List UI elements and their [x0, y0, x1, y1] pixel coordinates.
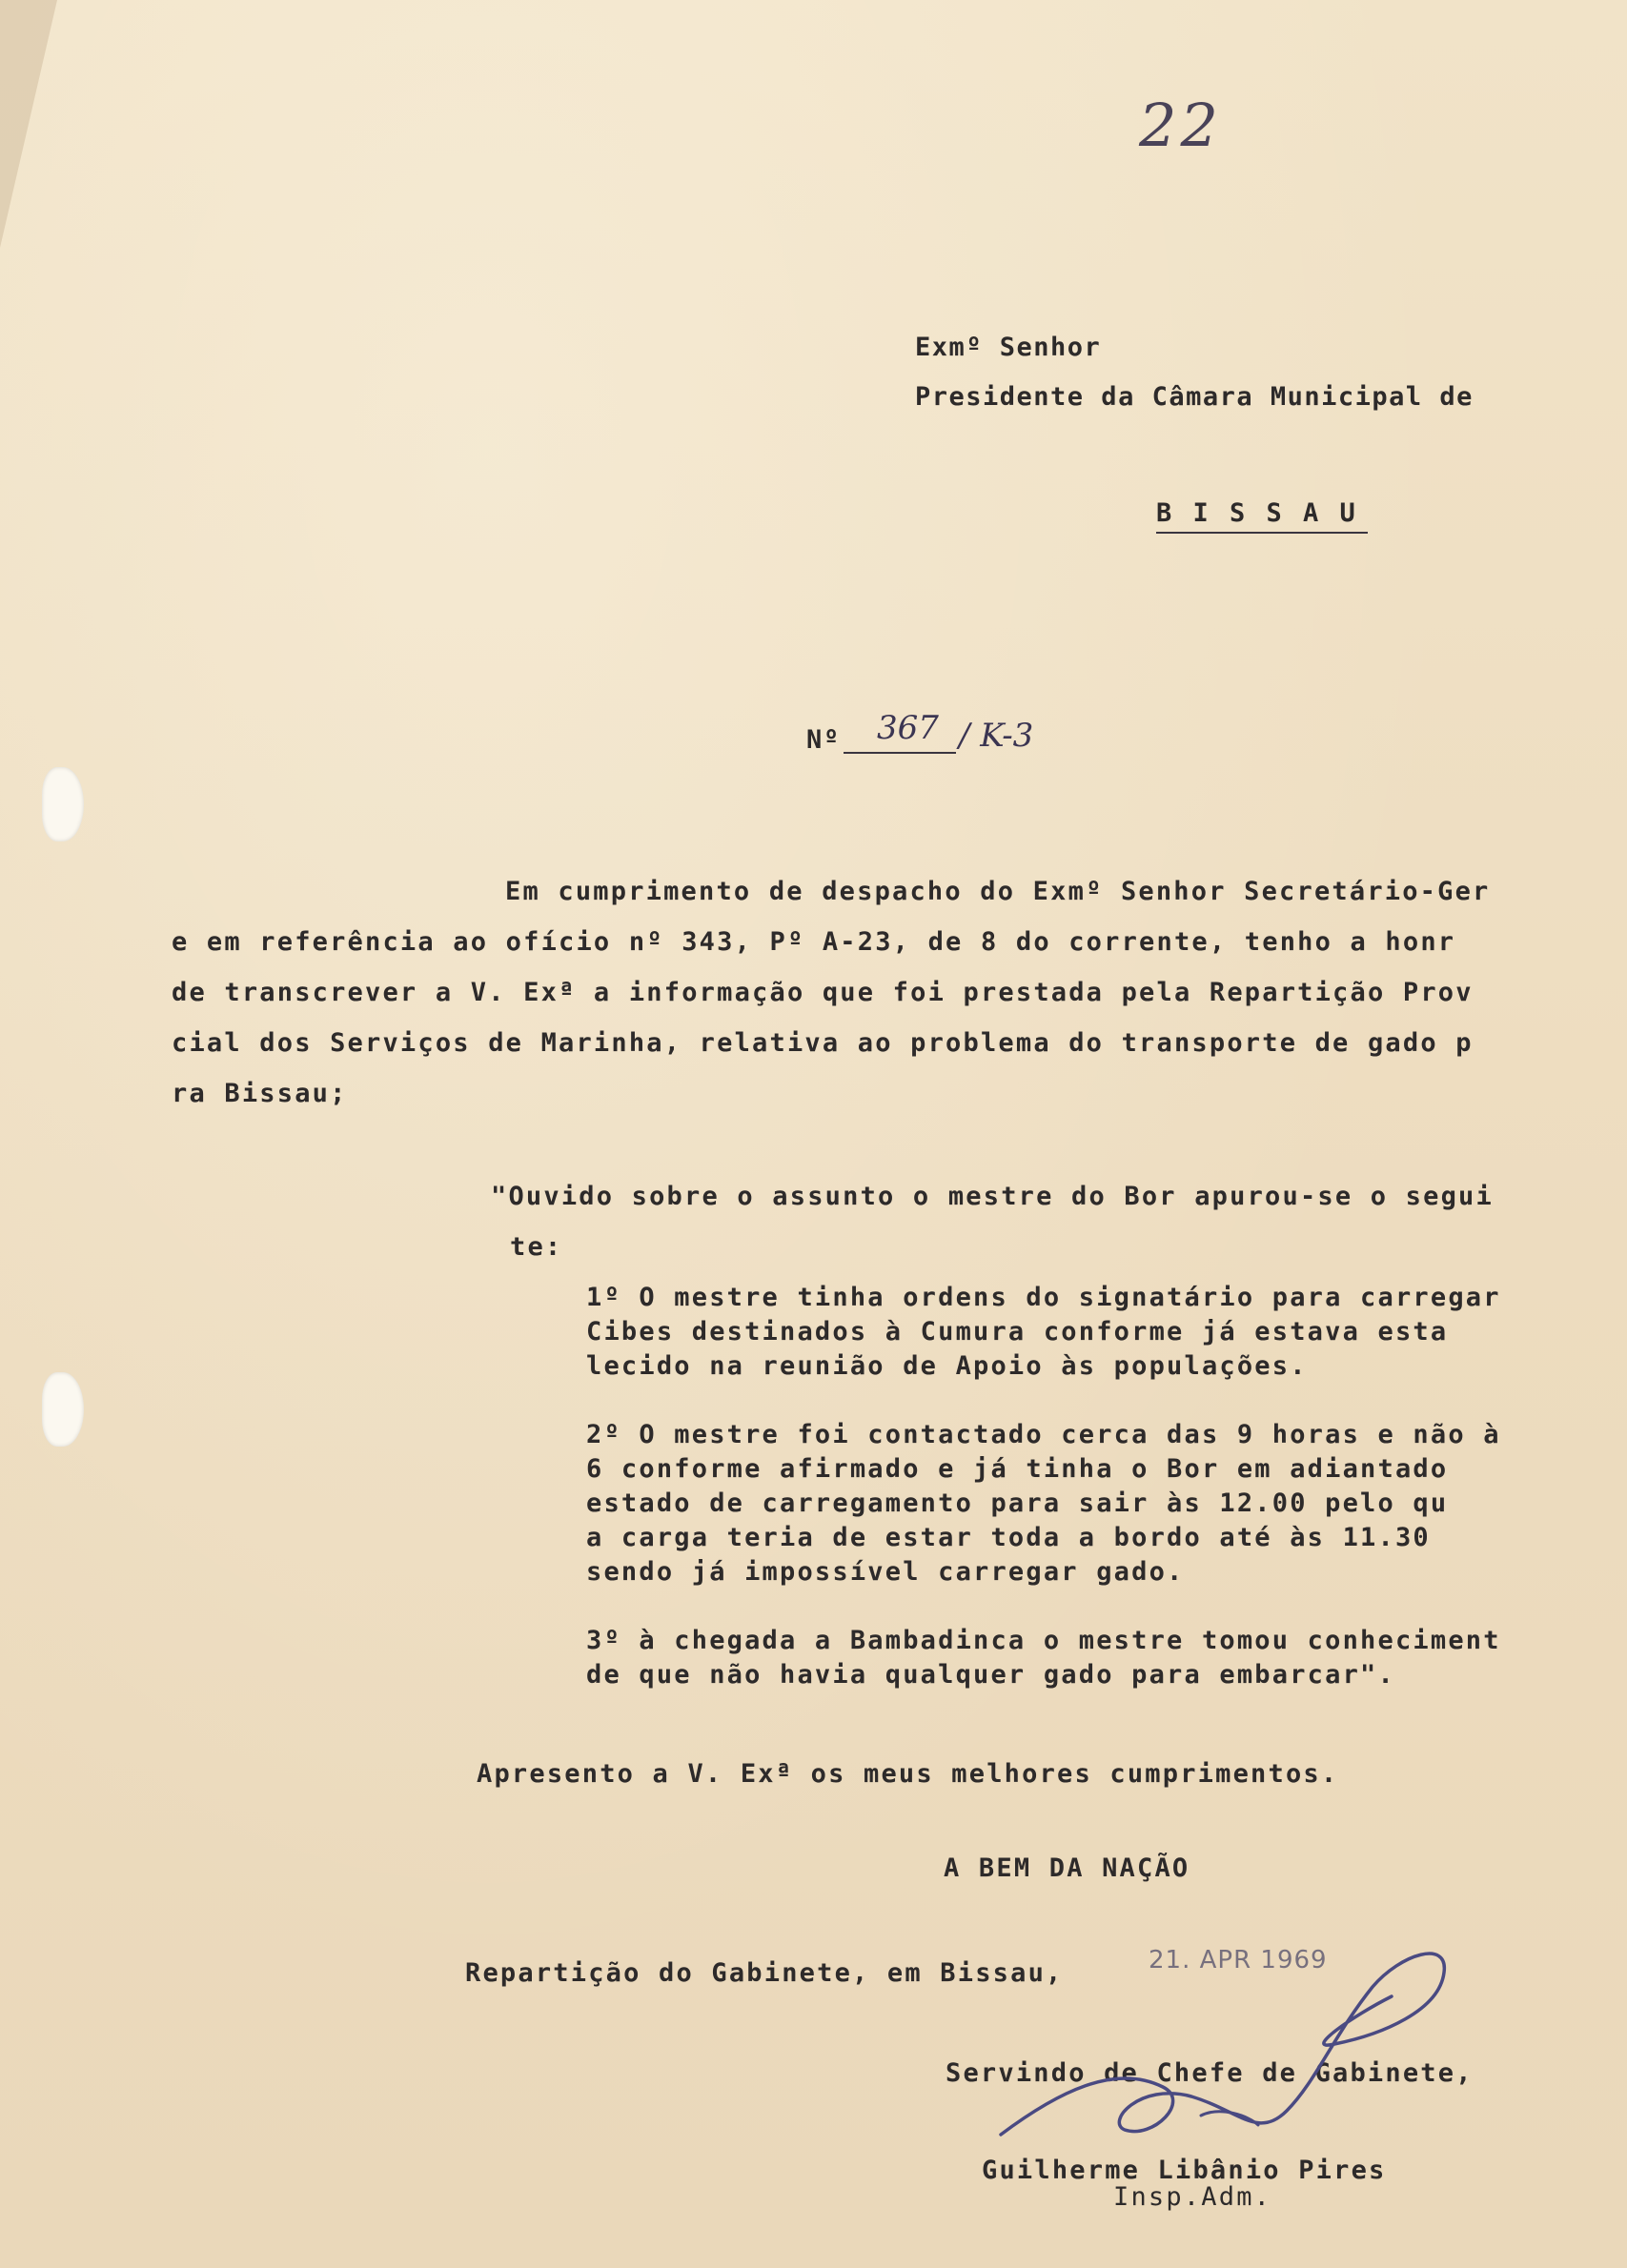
folded-corner	[0, 0, 57, 248]
signatory-name: Guilherme Libânio Pires	[982, 2156, 1387, 2185]
intro-line: de transcrever a V. Exª a informação que foi prestada pela Repartição Prov	[172, 978, 1474, 1007]
item-3-line: de que não havia qualquer gado para embarcar".	[586, 1660, 1395, 1690]
page-number: 22	[1139, 91, 1222, 160]
punch-hole-top	[42, 767, 84, 841]
reference-prefix: Nº	[806, 725, 841, 755]
intro-line: cial dos Serviços de Marinha, relativa ao problema do transporte de gado p	[172, 1028, 1474, 1058]
item-2-line: estado de carregamento para sair às 12.00 pelo qu	[586, 1488, 1449, 1518]
item-2-line: 2º O mestre foi contactado cerca das 9 horas e não à	[586, 1420, 1501, 1449]
signature-scribble	[972, 1920, 1487, 2177]
city-underline	[1156, 532, 1368, 534]
role-line: Servindo de Chefe de Gabinete,	[946, 2058, 1474, 2088]
reference-underline	[844, 752, 956, 754]
punch-hole-bottom	[42, 1372, 84, 1447]
reference-suffix: / K-3	[959, 717, 1034, 755]
item-1-line: Cibes destinados à Cumura conforme já estava esta	[586, 1317, 1449, 1347]
item-1-line: 1º O mestre tinha ordens do signatário para carregar	[586, 1283, 1501, 1312]
item-2-line: 6 conforme afirmado e já tinha o Bor em adiantado	[586, 1454, 1449, 1484]
signatory-position: Insp.Adm.	[1113, 2182, 1272, 2212]
quote-line: te:	[510, 1232, 563, 1262]
addressee-city: B I S S A U	[1156, 498, 1358, 528]
intro-line: e em referência ao ofício nº 343, Pº A-23, de 8 do corrente, tenho a honr	[172, 927, 1456, 957]
quote-line: "Ouvido sobre o assunto o mestre do Bor apurou-se o segui	[491, 1182, 1494, 1211]
item-2-line: sendo já impossível carregar gado.	[586, 1557, 1185, 1587]
addressee-salutation: Exmº Senhor	[915, 333, 1102, 362]
closing-line: Apresento a V. Exª os meus melhores cumprimentos.	[477, 1759, 1339, 1789]
date-stamp: 21. APR 1969	[1149, 1946, 1328, 1974]
reference-number: 367	[877, 709, 939, 747]
item-3-line: 3º à chegada a Bambadinca o mestre tomou conheciment	[586, 1626, 1501, 1655]
item-1-line: lecido na reunião de Apoio às populações.	[586, 1351, 1308, 1381]
place-line: Repartição do Gabinete, em Bissau,	[465, 1958, 1064, 1988]
addressee-title: Presidente da Câmara Municipal de	[915, 382, 1474, 412]
intro-line: ra Bissau;	[172, 1079, 348, 1108]
motto: A BEM DA NAÇÃO	[944, 1853, 1190, 1883]
intro-line: Em cumprimento de despacho do Exmº Senhor Secretário-Ger	[505, 877, 1491, 906]
item-2-line: a carga teria de estar toda a bordo até às 11.30	[586, 1523, 1431, 1552]
